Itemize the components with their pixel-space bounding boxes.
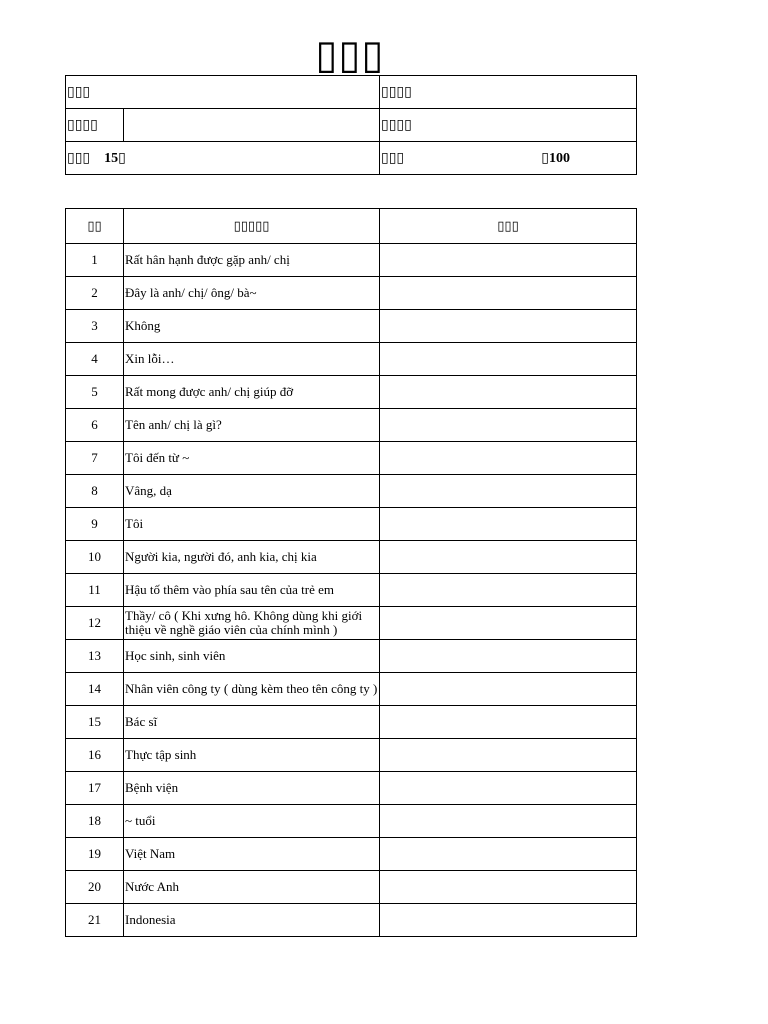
score-field[interactable]: [380, 109, 637, 142]
row-number: 10: [66, 541, 124, 574]
answer-cell[interactable]: [380, 904, 637, 937]
answer-cell[interactable]: [380, 673, 637, 706]
row-number: 11: [66, 574, 124, 607]
table-row: [66, 310, 637, 343]
points-label: ▯▯▯: [381, 150, 405, 166]
time-label: ▯▯▯: [67, 150, 91, 166]
info-row: [66, 76, 637, 109]
row-number: 20: [66, 871, 124, 904]
vietnamese-phrase: Không: [124, 310, 380, 343]
score-label: ▯▯▯▯: [381, 117, 412, 133]
vietnamese-phrase: Rất hân hạnh được gặp anh/ chị: [124, 244, 380, 277]
answer-cell[interactable]: [380, 706, 637, 739]
vietnamese-phrase: Hậu tố thêm vào phía sau tên của trẻ em: [124, 574, 380, 607]
answer-cell[interactable]: [380, 409, 637, 442]
answer-cell[interactable]: [380, 739, 637, 772]
table-header-row: [66, 209, 637, 244]
answer-cell[interactable]: [380, 475, 637, 508]
row-number: 4: [66, 343, 124, 376]
table-row: [66, 904, 637, 937]
column-header-number: ▯▯: [66, 209, 124, 244]
answer-cell[interactable]: [380, 574, 637, 607]
table-row: [66, 607, 637, 640]
vietnamese-phrase: Nước Anh: [124, 871, 380, 904]
answer-cell[interactable]: [380, 772, 637, 805]
answer-cell[interactable]: [380, 442, 637, 475]
vietnamese-phrase: Người kia, người đó, anh kia, chị kia: [124, 541, 380, 574]
name-field[interactable]: [66, 76, 380, 109]
answer-cell[interactable]: [380, 838, 637, 871]
vietnamese-phrase: Học sinh, sinh viên: [124, 640, 380, 673]
column-header-answer: ▯▯▯: [380, 209, 637, 244]
vietnamese-phrase: Vâng, dạ: [124, 475, 380, 508]
row-number: 15: [66, 706, 124, 739]
answer-cell[interactable]: [380, 310, 637, 343]
answer-cell[interactable]: [380, 640, 637, 673]
vietnamese-phrase: Thực tập sinh: [124, 739, 380, 772]
row-number: 8: [66, 475, 124, 508]
row-number: 1: [66, 244, 124, 277]
time-cell: [66, 142, 380, 175]
vietnamese-phrase: Rất mong được anh/ chị giúp đỡ: [124, 376, 380, 409]
class-label: ▯▯▯▯: [66, 109, 124, 142]
table-row: [66, 706, 637, 739]
table-row: [66, 673, 637, 706]
table-row: [66, 541, 637, 574]
row-number: 7: [66, 442, 124, 475]
table-row: [66, 838, 637, 871]
info-row: [66, 142, 637, 175]
table-row: [66, 244, 637, 277]
table-row: [66, 640, 637, 673]
answer-cell[interactable]: [380, 343, 637, 376]
table-row: [66, 805, 637, 838]
table-row: [66, 376, 637, 409]
row-number: 9: [66, 508, 124, 541]
row-number: 16: [66, 739, 124, 772]
table-row: [66, 475, 637, 508]
page-title: ▯▯▯: [315, 32, 385, 77]
row-number: 13: [66, 640, 124, 673]
row-number: 6: [66, 409, 124, 442]
vietnamese-phrase: Nhân viên công ty ( dùng kèm theo tên công ty ): [124, 673, 380, 706]
date-field[interactable]: [380, 76, 637, 109]
answer-cell[interactable]: [380, 607, 637, 640]
answer-cell[interactable]: [380, 277, 637, 310]
vocabulary-table: [65, 208, 637, 937]
vietnamese-phrase: Bác sĩ: [124, 706, 380, 739]
answer-cell[interactable]: [380, 805, 637, 838]
row-number: 17: [66, 772, 124, 805]
row-number: 3: [66, 310, 124, 343]
vietnamese-phrase: Bệnh viện: [124, 772, 380, 805]
table-row: [66, 772, 637, 805]
class-field[interactable]: [124, 109, 380, 142]
table-row: [66, 442, 637, 475]
vietnamese-phrase: Indonesia: [124, 904, 380, 937]
points-value: ▯100: [541, 150, 570, 166]
info-row: [66, 109, 637, 142]
points-cell: [380, 142, 637, 175]
vietnamese-phrase: ~ tuổi: [124, 805, 380, 838]
row-number: 18: [66, 805, 124, 838]
answer-cell[interactable]: [380, 244, 637, 277]
vietnamese-phrase: Đây là anh/ chị/ ông/ bà~: [124, 277, 380, 310]
answer-cell[interactable]: [380, 541, 637, 574]
vietnamese-phrase: Tôi: [124, 508, 380, 541]
info-table: [65, 75, 637, 175]
table-row: [66, 277, 637, 310]
name-label: ▯▯▯: [67, 84, 91, 100]
table-row: [66, 409, 637, 442]
table-row: [66, 508, 637, 541]
vietnamese-phrase: Tên anh/ chị là gì?: [124, 409, 380, 442]
answer-cell[interactable]: [380, 508, 637, 541]
row-number: 19: [66, 838, 124, 871]
table-row: [66, 739, 637, 772]
vietnamese-phrase: Việt Nam: [124, 838, 380, 871]
table-row: [66, 343, 637, 376]
table-row: [66, 574, 637, 607]
answer-cell[interactable]: [380, 376, 637, 409]
row-number: 21: [66, 904, 124, 937]
vietnamese-phrase: Thầy/ cô ( Khi xưng hô. Không dùng khi giới thiệu về nghề giáo viên của chính mình ): [124, 607, 380, 640]
vietnamese-phrase: Tôi đến từ ~: [124, 442, 380, 475]
time-value: 15▯: [104, 150, 126, 166]
date-label: ▯▯▯▯: [381, 84, 412, 100]
row-number: 5: [66, 376, 124, 409]
vietnamese-phrase: Xin lỗi…: [124, 343, 380, 376]
vocabulary-body: [66, 244, 637, 937]
answer-cell[interactable]: [380, 871, 637, 904]
row-number: 2: [66, 277, 124, 310]
row-number: 14: [66, 673, 124, 706]
row-number: 12: [66, 607, 124, 640]
table-row: [66, 871, 637, 904]
column-header-vietnamese: ▯▯▯▯▯: [124, 209, 380, 244]
